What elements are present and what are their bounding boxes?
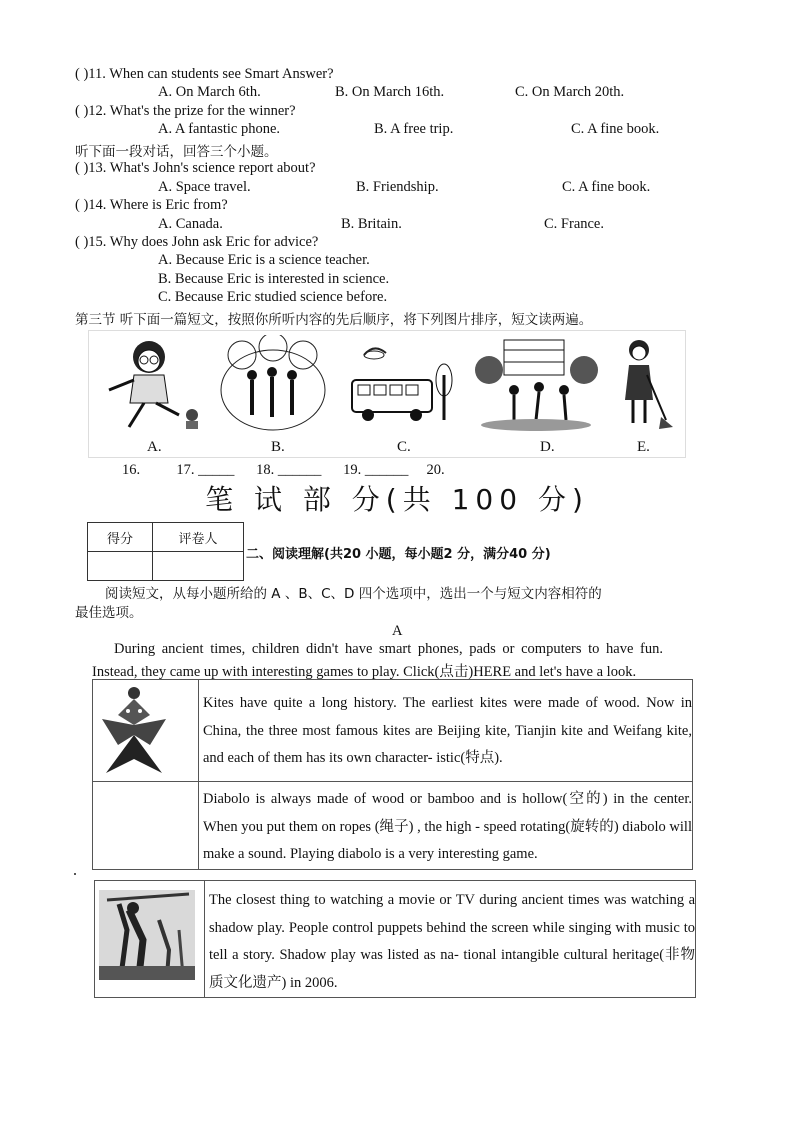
picture-strip — [88, 330, 686, 458]
kite-icon — [98, 685, 178, 775]
games-table-1 — [92, 679, 693, 870]
q13-option-c: C. A fine book. — [562, 179, 651, 195]
picture-label-d: D. — [540, 439, 555, 455]
kites-text: Kites have quite a long history. The earliest kites were made of wood. Now in China, the three most famous kites are Beijing kite, Tianjin kite and Weifang kite, and each of them has its own character- istic(特点). — [199, 680, 693, 782]
question-15: ( )15. Why does John ask Eric for advice? — [75, 234, 319, 250]
q14-option-c: C. France. — [544, 216, 604, 232]
reading-instruction-line1: 阅读短文，从每小题所给的 A 、B、C、D 四个选项中，选出一个与短文内容相符的 — [105, 586, 602, 602]
shadow-play-text: The closest thing to watching a movie or TV during ancient times was watching a shadow play. People control puppets behind the screen while singing with music to tell a story. Shadow play was listed as na- tional intangible cultural heritage(非物质文化遗产) in 2006. — [205, 881, 696, 998]
q12-option-b: B. A free trip. — [374, 121, 454, 137]
question-11: ( )11. When can students see Smart Answer? — [75, 66, 334, 82]
question-14: ( )14. Where is Eric from? — [75, 197, 228, 213]
girl-kicking-illustration — [94, 335, 204, 435]
question-13: ( )13. What's John's science report about? — [75, 160, 316, 176]
answer-blanks: 16. 17. _____ 18. ______ 19. ______ 20. — [122, 462, 445, 478]
grader-header: 评卷人 — [153, 523, 244, 552]
score-cell — [88, 552, 153, 581]
kite-image-cell — [93, 680, 199, 782]
score-table — [87, 522, 244, 581]
q14-option-b: B. Britain. — [341, 216, 402, 232]
q12-option-c: C. A fine book. — [571, 121, 660, 137]
q13-option-a: A. Space travel. — [158, 179, 251, 195]
score-header: 得分 — [88, 523, 153, 552]
passage-label: A — [392, 623, 403, 639]
stray-dot — [74, 873, 76, 875]
q15-option-b: B. Because Eric is interested in science. — [158, 271, 390, 287]
picture-label-c: C. — [397, 439, 411, 455]
students-gardening-illustration — [474, 335, 599, 435]
reading-section-heading: 二、阅读理解(共20 小题，每小题2 分，满分40 分) — [246, 547, 551, 562]
q13-option-b: B. Friendship. — [356, 179, 439, 195]
intro-line1: During ancient times, children didn't have smart phones, pads or computers to have fun. — [114, 641, 663, 657]
q11-option-c: C. On March 20th. — [515, 84, 625, 100]
bus-illustration — [344, 335, 456, 435]
reading-instruction-line2: 最佳选项。 — [75, 605, 143, 621]
q11-option-a: A. On March 6th. — [158, 84, 261, 100]
girl-sweeping-illustration — [611, 335, 676, 435]
picture-label-a: A. — [147, 439, 162, 455]
q14-option-a: A. Canada. — [158, 216, 223, 232]
q15-option-c: C. Because Eric studied science before. — [158, 289, 388, 305]
picture-label-e: E. — [637, 439, 650, 455]
q15-option-a: A. Because Eric is a science teacher. — [158, 252, 370, 268]
grader-cell — [153, 552, 244, 581]
picture-label-b: B. — [271, 439, 285, 455]
games-table-2 — [94, 880, 696, 998]
question-12: ( )12. What's the prize for the winner? — [75, 103, 296, 119]
intro-line2: Instead, they came up with interesting games to play. Click(点击)HERE and let's have a look. — [92, 664, 637, 680]
shadow-play-image-cell — [95, 881, 205, 998]
written-section-title: 笔 试 部 分(共 100 分) — [205, 483, 589, 516]
section3-instruction: 第三节 听下面一篇短文，按照你所听内容的先后顺序，将下列图片排序，短文读两遍。 — [75, 312, 593, 328]
people-under-trees-illustration — [217, 335, 329, 435]
dialog-instruction: 听下面一段对话，回答三个小题。 — [75, 144, 278, 160]
diabolo-image-cell — [93, 782, 199, 870]
q11-option-b: B. On March 16th. — [335, 84, 445, 100]
diabolo-text: Diabolo is always made of wood or bamboo and is hollow(空的) in the center. When you put them on ropes (绳子) , the high - speed rotating(旋转的) diabolo will make a sound. Playing diabolo is a very interesting game. — [199, 782, 693, 870]
q12-option-a: A. A fantastic phone. — [158, 121, 281, 137]
shadow-play-icon — [99, 890, 195, 980]
